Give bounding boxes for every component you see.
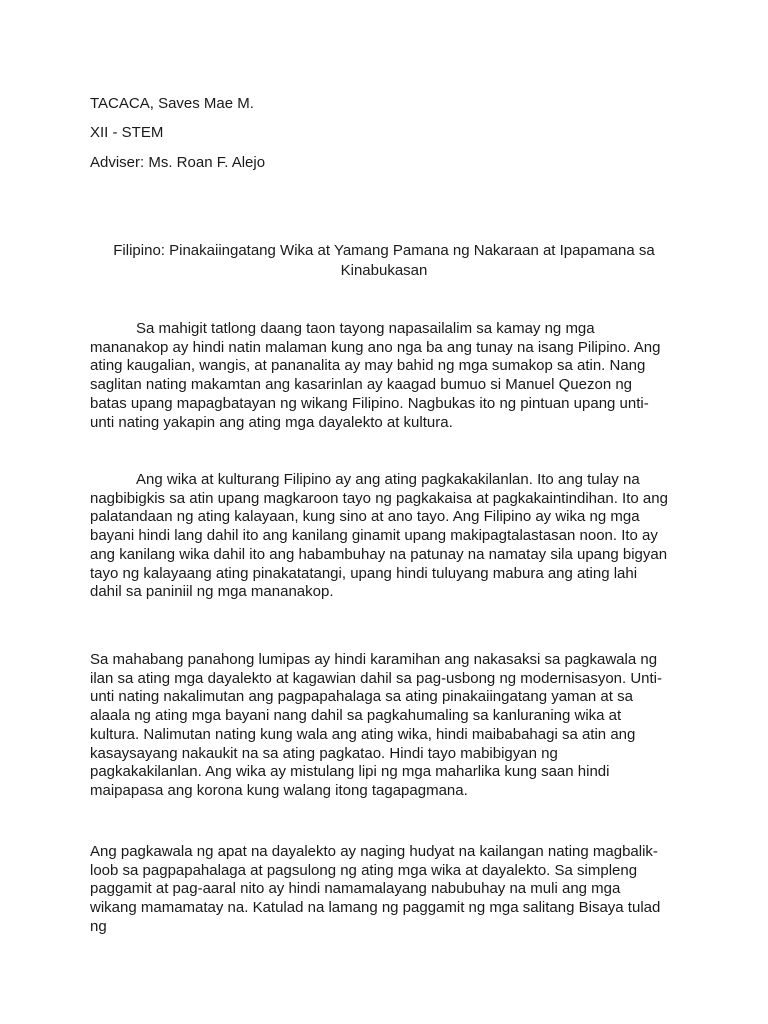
paragraph-2-text: Ang wika at kulturang Filipino ay ang ating pagkakakilanlan. Ito ang tulay na nagbibigkis sa atin upang magkaroon tayo ng pagkakaisa at pagkakaintindihan. Ito ang palatandaan ng ating kalayaan, kung sino at ano tayo. Ang Filipino ay wika ng mga bayani hindi lang dahil ito ang kanilang ginamit upang makipagtalastasan noon. Ito ay ang kanilang wika dahil ito ang habambuhay na patunay na namatay sila upang bigyan tayo ng kalayaang ating pinakatatangi, upang hindi tuluyang mabura ang ating lahi dahil sa paniniil ng mga mananakop. [90, 471, 668, 601]
paragraph-1 [90, 320, 670, 432]
paragraph-4-text: Ang pagkawala ng apat na dayalekto ay naging hudyat na kailangan nating magbalik-loob sa pagpapahalaga at pagsulong ng ating mga wika at dayalekto. Sa simpleng paggamit at pag-aaral nito ay hindi namamalayang nabubuhay na muli ang mga wikang mamamatay na. Katulad na lamang ng paggamit ng mga salitang Bisaya tulad ng [90, 843, 661, 935]
paragraph-3 [90, 651, 670, 801]
student-section: XII - STEM [90, 124, 164, 141]
adviser-line: Adviser: Ms. Roan F. Alejo [90, 154, 266, 171]
paragraph-1-text: Sa mahigit tatlong daang taon tayong napasailalim sa kamay ng mga mananakop ay hindi natin malaman kung ano nga ba ang tunay na isang Pilipino. Ang ating kaugalian, wangis, at pananalita ay may bahid ng mga sumakop sa atin. Nang saglitan nating makamtan ang kasarinlan ay kaagad bumuo si Manuel Quezon ng batas upang mapagbatayan ng wikang Filipino. Nagbukas ito ng pintuan upang unti-unti nating yakapin ang ating mga dayalekto at kultura. [90, 320, 661, 431]
paragraph-2 [90, 471, 670, 602]
essay-title: Filipino: Pinakaiingatang Wika at Yamang Pamana ng Nakaraan at Ipapamana sa Kinabukasan [113, 242, 655, 279]
paragraph-4 [90, 843, 670, 937]
paragraph-3-text: Sa mahabang panahong lumipas ay hindi karamihan ang nakasaksi sa pagkawala ng ilan sa ating mga dayalekto at kagawian dahil sa pag-usbong ng modernisasyon. Unti-unti nating nakalimutan ang pagpapahalaga sa ating pinakaiingatang yaman at sa alaala ng ating mga bayani nang dahil sa pagkahumaling sa kanluraning wika at kultura. Nalimutan nating kung wala ang ating wika, hindi maibabahagi sa atin ang kasaysayang nakaukit na sa ating pagkatao. Hindi tayo mabibigyan ng pagkakakilanlan. Ang wika ay mistulang lipi ng mga maharlika kung saan hindi maipapasa ang korona kung walang itong tagapagmana. [90, 651, 663, 799]
student-name: TACACA, Saves Mae M. [90, 95, 254, 112]
